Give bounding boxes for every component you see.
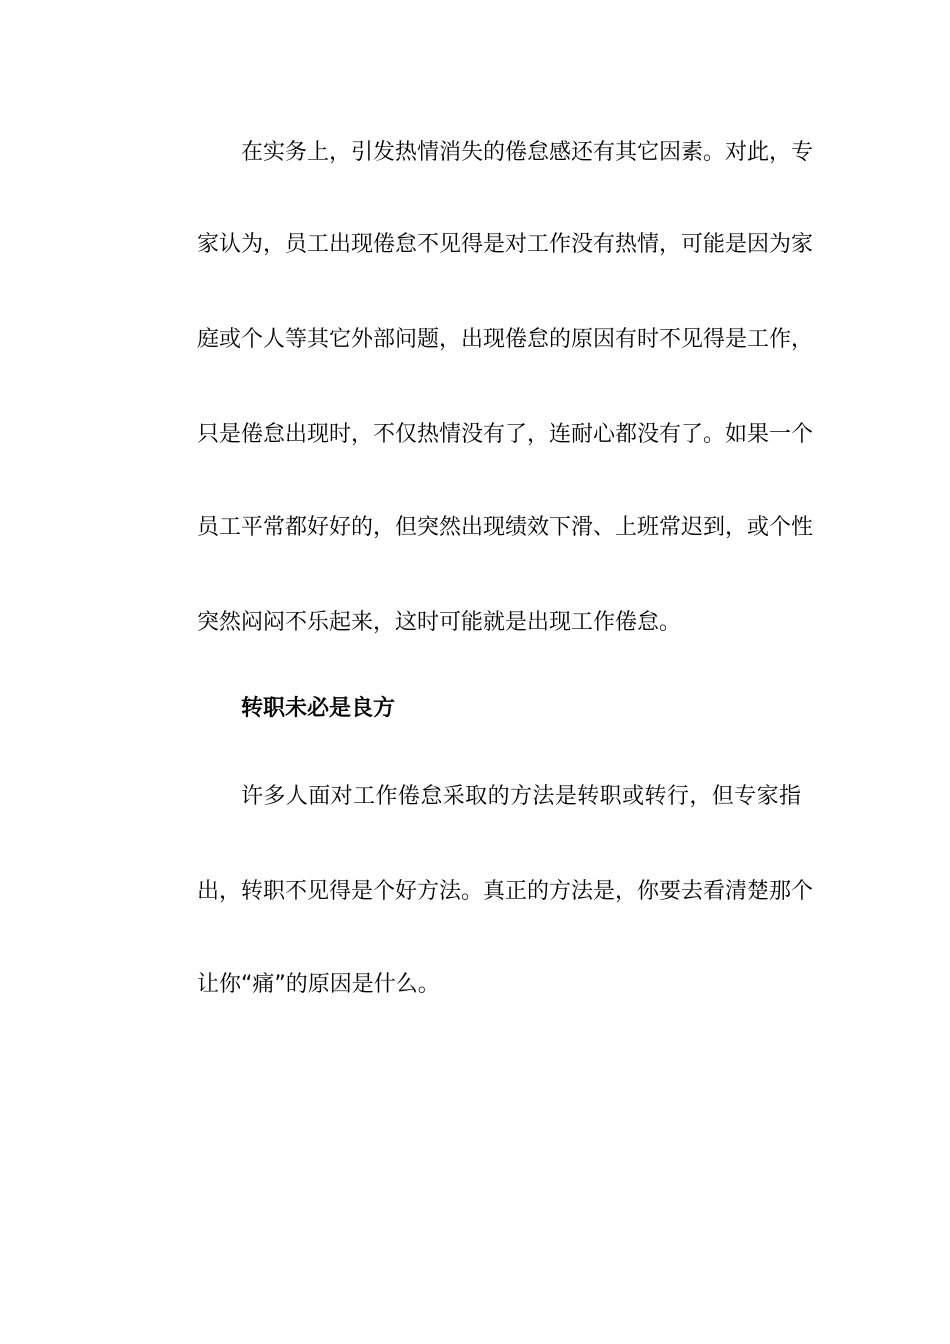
paragraph-1-line-3: 庭或个人等其它外部问题，出现倦怠的原因有时不见得是工作， xyxy=(197,327,814,352)
paragraph-1-line-6: 突然闷闷不乐起来，这时可能就是出现工作倦怠。 xyxy=(197,610,682,635)
section-heading: 转职未必是良方 xyxy=(241,696,396,721)
paragraph-1-line-1: 在实务上，引发热情消失的倦怠感还有其它因素。对此，专 xyxy=(241,140,814,165)
paragraph-1-line-2: 家认为，员工出现倦怠不见得是对工作没有热情，可能是因为家 xyxy=(197,232,814,257)
paragraph-2-line-1: 许多人面对工作倦怠采取的方法是转职或转行，但专家指 xyxy=(241,784,801,809)
paragraph-2-line-2: 出，转职不见得是个好方法。真正的方法是，你要去看清楚那个 xyxy=(197,879,814,904)
paragraph-1-line-4: 只是倦怠出现时，不仅热情没有了，连耐心都没有了。如果一个 xyxy=(197,422,814,447)
paragraph-2-line-3: 让你“痛”的原因是什么。 xyxy=(197,972,440,997)
paragraph-1-line-5: 员工平常都好好的，但突然出现绩效下滑、上班常迟到，或个性 xyxy=(197,515,814,540)
